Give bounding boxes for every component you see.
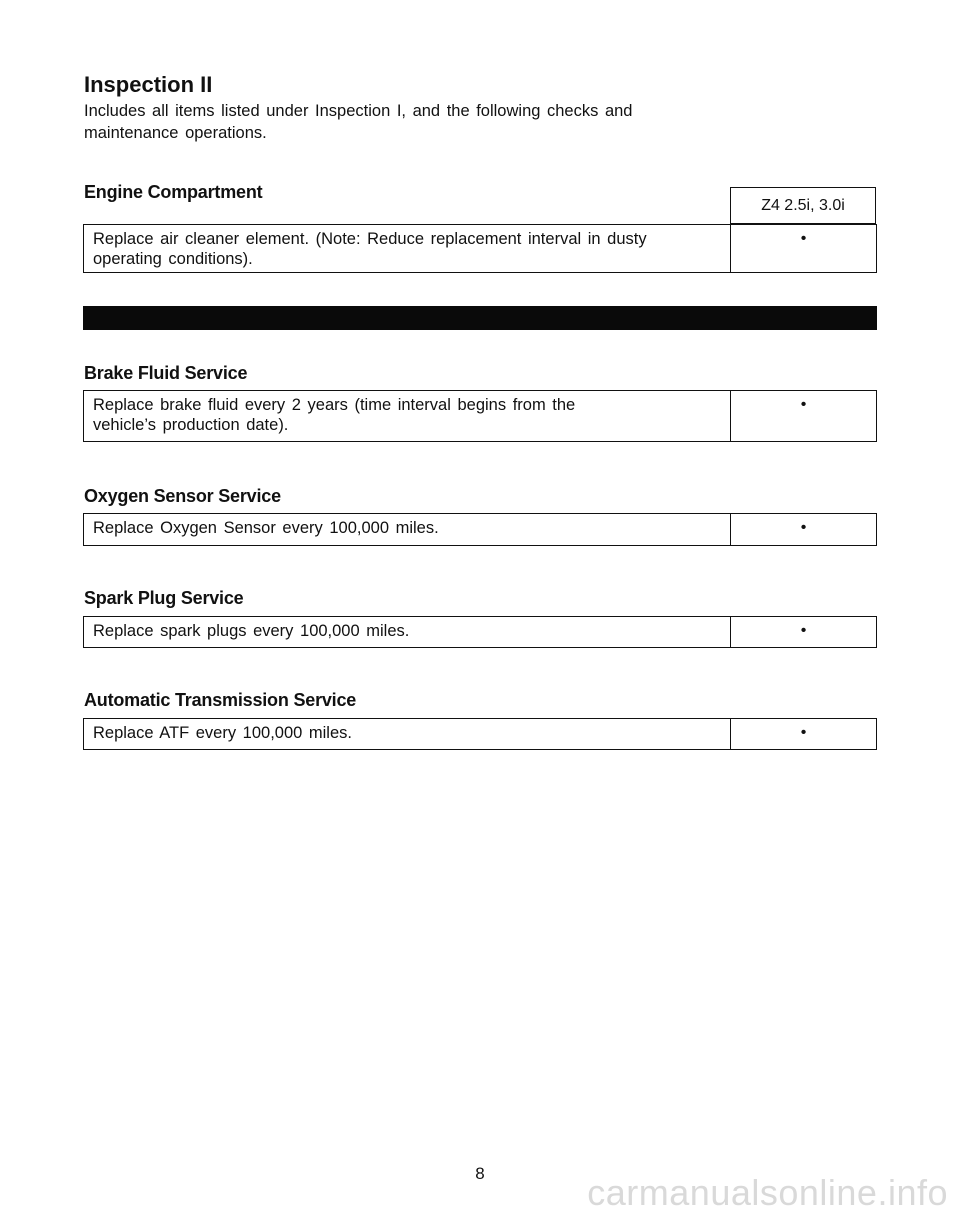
oxygen-sensor-row bbox=[83, 513, 877, 546]
oxygen-sensor-mark: • bbox=[730, 514, 876, 545]
spark-plug-mark: • bbox=[730, 617, 876, 647]
page-number: 8 bbox=[475, 1164, 485, 1183]
section-divider-bar bbox=[83, 306, 877, 330]
intro-text: Includes all items listed under Inspection I, and the following checks and maintenance operations. bbox=[84, 102, 633, 142]
engine-service-text: Replace air cleaner element. (Note: Reduce replacement interval in dusty operating conditions). bbox=[93, 230, 647, 268]
brake-fluid-mark: • bbox=[730, 391, 876, 441]
engine-service-row bbox=[83, 224, 877, 273]
automatic-transmission-heading: Automatic Transmission Service bbox=[84, 690, 357, 710]
spark-plug-row bbox=[83, 616, 877, 648]
oxygen-sensor-text: Replace Oxygen Sensor every 100,000 miles. bbox=[93, 519, 439, 537]
oxygen-sensor-heading: Oxygen Sensor Service bbox=[84, 486, 281, 506]
brake-fluid-row bbox=[83, 390, 877, 442]
page-title: Inspection II bbox=[84, 72, 213, 97]
spark-plug-text: Replace spark plugs every 100,000 miles. bbox=[93, 622, 410, 640]
brake-fluid-text: Replace brake fluid every 2 years (time interval begins from the vehicle’s production date). bbox=[93, 396, 576, 434]
brake-fluid-heading: Brake Fluid Service bbox=[84, 363, 248, 383]
engine-compartment-heading: Engine Compartment bbox=[84, 182, 263, 202]
spark-plug-heading: Spark Plug Service bbox=[84, 588, 244, 608]
watermark: carmanualsonline.info bbox=[587, 1172, 948, 1213]
automatic-transmission-text: Replace ATF every 100,000 miles. bbox=[93, 724, 352, 742]
engine-service-mark: • bbox=[730, 225, 876, 272]
model-column-header: Z4 2.5i, 3.0i bbox=[730, 187, 876, 224]
automatic-transmission-row bbox=[83, 718, 877, 750]
automatic-transmission-mark: • bbox=[730, 719, 876, 749]
